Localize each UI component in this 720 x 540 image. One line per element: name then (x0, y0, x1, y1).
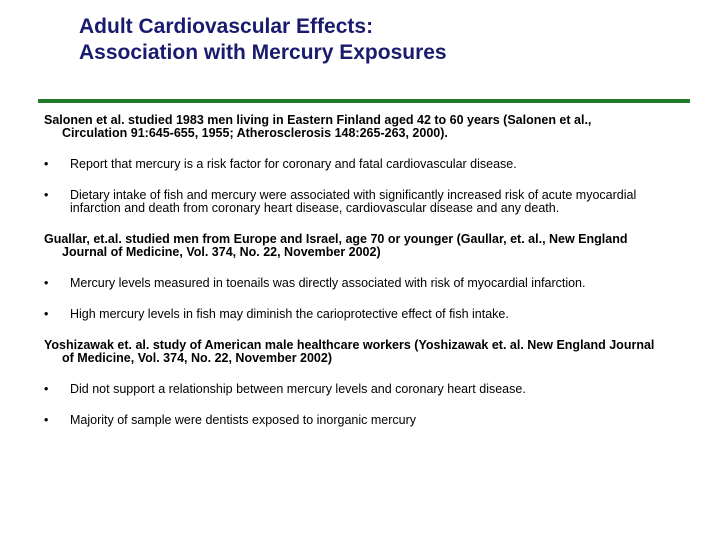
bullet-text: Report that mercury is a risk factor for coronary and fatal cardiovascular disease. (70, 157, 517, 171)
study-heading-yoshizawak: Yoshizawak et. al. study of American male healthcare workers (Yoshizawak et. al. New England Journal of Medicine, Vol. 374, No. 22, November 2002) (44, 338, 655, 365)
bullet-icon: • (44, 382, 49, 396)
slide-title (79, 14, 679, 66)
bullet-item (44, 189, 656, 215)
slide-body (44, 114, 656, 427)
bullet-text: Did not support a relationship between mercury levels and coronary heart disease. (70, 382, 526, 396)
bullet-item (44, 414, 656, 427)
bullet-icon: • (44, 413, 49, 427)
bullet-item (44, 308, 656, 321)
bullet-icon: • (44, 276, 49, 290)
bullet-icon: • (44, 307, 49, 321)
slide-title-line-2: Association with Mercury Exposures (79, 41, 447, 64)
bullet-icon: • (44, 157, 49, 171)
bullet-item (44, 383, 656, 396)
bullet-text: Majority of sample were dentists exposed to inorganic mercury (70, 413, 416, 427)
title-divider (38, 99, 690, 103)
bullet-icon: • (44, 188, 49, 202)
bullet-item (44, 277, 656, 290)
study-heading-guallar: Guallar, et.al. studied men from Europe and Israel, age 70 or younger (Gaullar, et. al., New England Journal of Medicine, Vol. 374, No. 22, November 2002) (44, 232, 628, 259)
bullet-item (44, 158, 656, 171)
bullet-text: High mercury levels in fish may diminish the carioprotective effect of fish intake. (70, 307, 509, 321)
bullet-text: Dietary intake of fish and mercury were associated with significantly increased risk of acute myocardial infarction and death from coronary heart disease, cardiovascular disease and any death. (70, 188, 637, 215)
slide-title-line-1: Adult Cardiovascular Effects: (79, 15, 374, 38)
bullet-text: Mercury levels measured in toenails was directly associated with risk of myocardial infarction. (70, 276, 586, 290)
study-heading-salonen: Salonen et al. studied 1983 men living in Eastern Finland aged 42 to 60 years (Salonen et al., Circulation 91:645-655, 1955; Atherosclerosis 148:265-263, 2000). (44, 113, 592, 140)
